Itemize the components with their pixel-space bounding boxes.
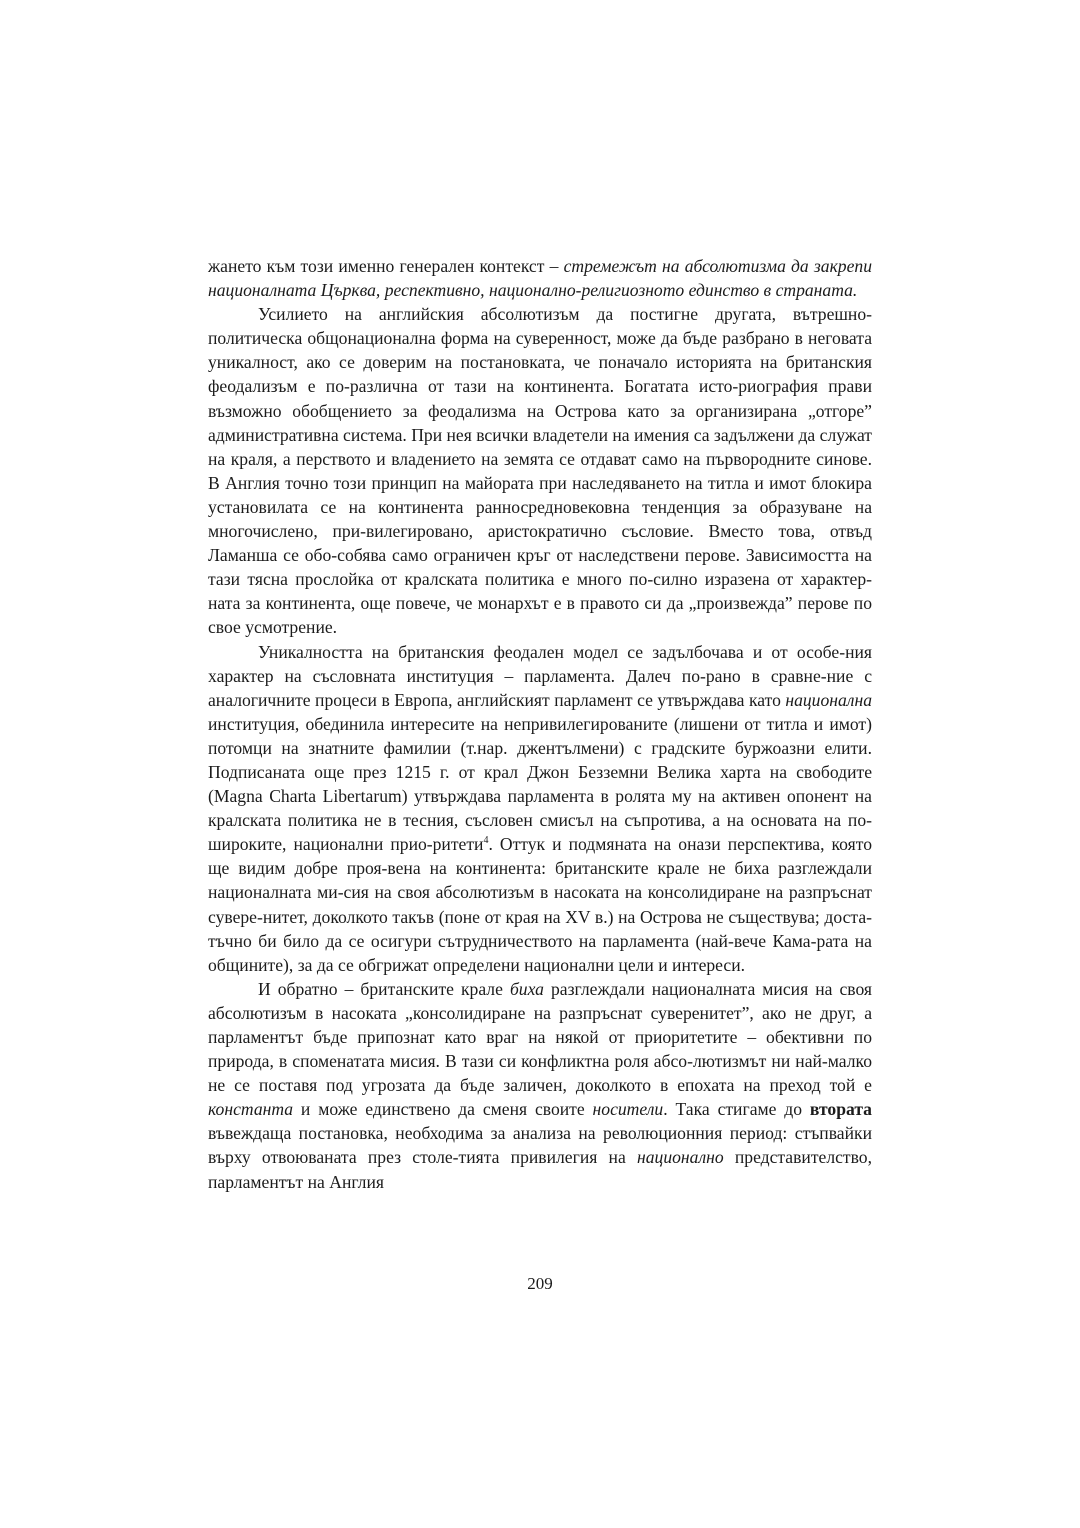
paragraph-1 bbox=[208, 254, 872, 302]
paragraph-3 bbox=[208, 640, 872, 977]
paragraph-1-italic-text: стремежът на абсолютизма да закрепи националната Църква, респективно, национално-религиозното единство в страната. bbox=[208, 256, 872, 301]
paragraph-4-italic-nacionalno: национално bbox=[637, 1147, 724, 1168]
paragraph-4-italic-konstanta: константа bbox=[208, 1099, 294, 1120]
paragraph-4-text-a: И обратно – британските крале bbox=[258, 978, 510, 999]
paragraph-4-text-b: разглеждали националната мисия на своя абсолютизъм в насоката „консолидиране на разпръснат суверенитет”, ако не друг, а парламентът бъде припознат като враг на някой от приоритетите – обективни по природа, в споменатата мисия. В тази си конфликтна роля абсо-лютизмът ни най-малко не се поставя под угрозата да бъде заличен, доколкото в епохата на преход той е bbox=[208, 978, 872, 1096]
paragraph-3-italic-national: национална bbox=[785, 689, 872, 710]
paragraph-4-text-f: представителство, парламентът на Англия bbox=[208, 1147, 872, 1192]
page-number: 209 bbox=[527, 1274, 553, 1293]
paragraph-4-text-c: и може единствено да сменя своите bbox=[293, 1099, 593, 1120]
paragraph-4-text-e: въвеждаща постановка, необходима за анализа на революционния период: стъпвайки върху отвоюваната през столе-тията привилегия на bbox=[208, 1123, 872, 1168]
paragraph-4 bbox=[208, 977, 872, 1194]
body-text bbox=[208, 254, 872, 1194]
paragraph-2 bbox=[208, 302, 872, 639]
paragraph-2-text: Усилието на английския абсолютизъм да постигне другата, вътрешно-политическа общонационална форма на суверенност, може да бъде разбрано в неговата уникалност, ако се доверим на постановката, че поначало историята на британския феодализъм е по-различна от тази на континента. Богатата исто-риография прави възможно обобщението за феодализма на Острова като за организирана „отгоре” административна система. При нея всички владетели на имения са задължени да служат на краля, а перството и владението на земята се отдават само на първородните синове. В Англия точно този принцип на майората при наследяването на титла и имот блокира установилата се на континента ранносредновековна тенденция за образуване на многочислено, при-вилегировано, аристократично съсловие. Вместо това, отвъд Ламанша се обо-собява само ограничен кръг от наследствени перове. Зависимостта на тази тясна прослойка от кралската политика е много по-силно изразена от характер-ната за континента, още повече, че монархът е в правото си да „произвежда” перове по свое усмотрение. bbox=[208, 304, 872, 638]
paragraph-4-italic-nositeli: носители bbox=[592, 1099, 664, 1120]
paragraph-4-bold-vtorata: втората bbox=[809, 1099, 872, 1120]
paragraph-1-text: жането към този именно генерален контекст – bbox=[208, 256, 564, 276]
paragraph-3-text-c: . Оттук и подмяната на онази перспектива, която ще видим добре проя-вена на континента: британските крале не биха разглеждали националната ми-сия на своя абсолютизъм в насоката на консолидиране на разпръснат сувере-нитет, доколкото такъв (поне от края на XV в.) на Острова не съществува; доста-тъчно би било да се осигури сътрудничеството на парламента (най-вече Кама-рата на общините), за да се обгрижат определени национални цели и интереси. bbox=[208, 834, 872, 975]
paragraph-4-italic-biha: биха bbox=[509, 978, 544, 999]
footnote-marker[interactable]: 4 bbox=[483, 835, 489, 847]
paragraph-4-text-d: . Така стигаме до bbox=[663, 1099, 810, 1120]
paragraph-3-text-a: Уникалността на британския феодален модел се задълбочава и от особе-ния характер на съсловната институция – парламента. Далеч по-рано в сравне-ние с аналогичните процеси в Европа, английският парламент се утвърждава като bbox=[208, 641, 872, 710]
paragraph-3-text-b: институция, обединила интересите на непривилегированите (лишени от титла и имот) потомци на знатните фамилии (т.нар. джентълмени) с градските буржоазни елити. Подписаната още през 1215 г. от крал Джон Безземни Велика харта на свободите (Magna Charta Libertarum) утвърждава парламента в ролята му на активен опонент на кралската политика не в тесния, съсловен смисъл на съпротива, а на основата на по-широките, национални прио-ритети bbox=[208, 713, 872, 855]
